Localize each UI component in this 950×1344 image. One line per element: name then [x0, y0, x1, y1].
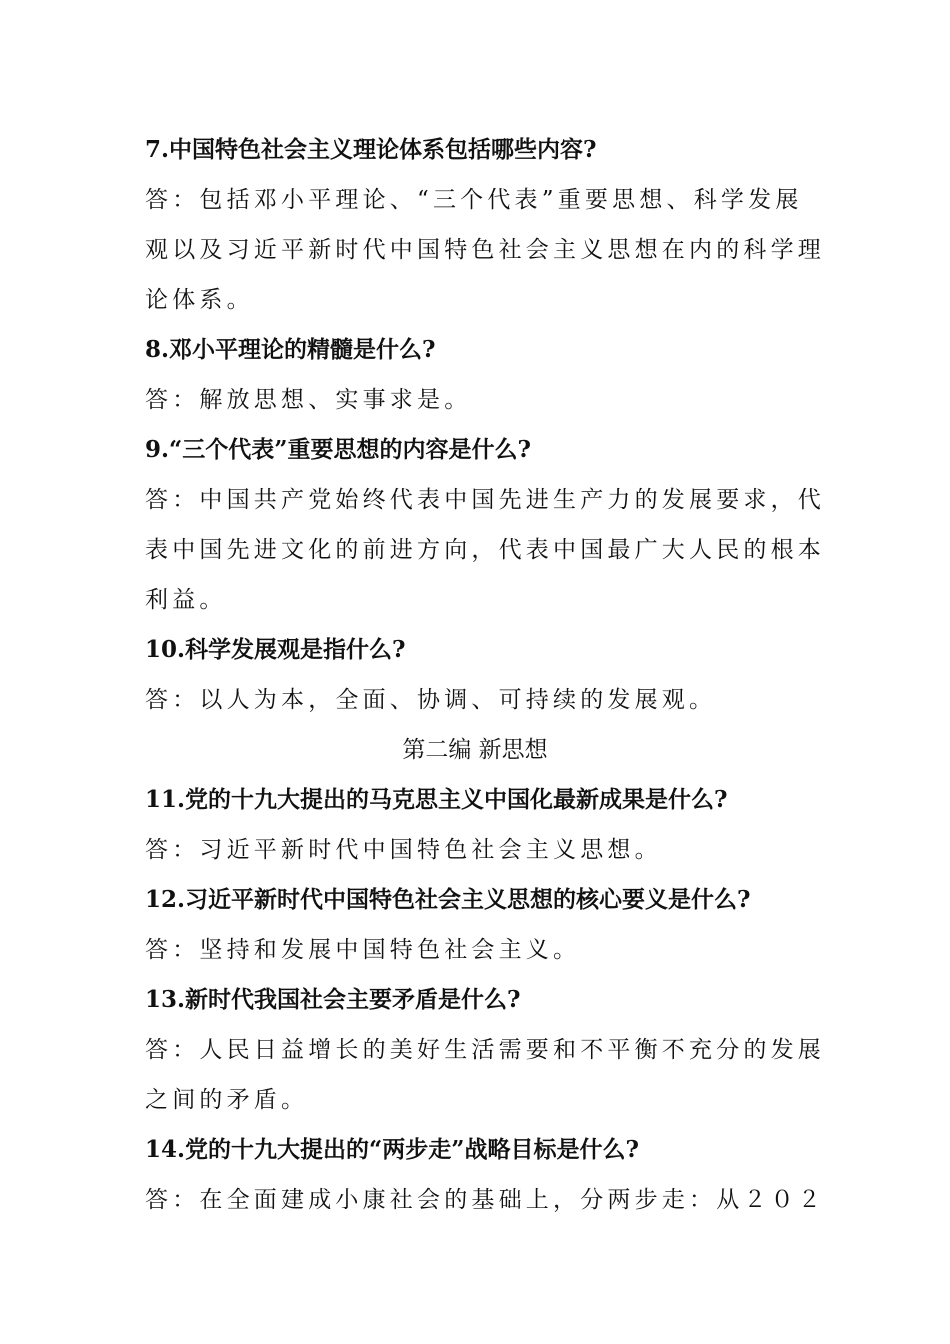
answer-11-line-1: 答：习近平新时代中国特色社会主义思想。 [145, 837, 662, 863]
document-page [145, 125, 825, 1225]
question-11: 11.党的十九大提出的马克思主义中国化最新成果是什么? [145, 786, 728, 813]
question-14: 14.党的十九大提出的“两步走”战略目标是什么? [145, 1136, 639, 1163]
answer-14-line-1: 答：在全面建成小康社会的基础上，分两步走：从２０２ [145, 1187, 825, 1213]
question-9: 9.“三个代表”重要思想的内容是什么? [145, 436, 531, 463]
answer-9-line-3: 利益。 [145, 587, 227, 613]
answer-7-line-1: 答：包括邓小平理论、“三个代表”重要思想、科学发展 [145, 187, 803, 213]
question-13: 13.新时代我国社会主要矛盾是什么? [145, 986, 521, 1013]
question-12: 12.习近平新时代中国特色社会主义思想的核心要义是什么? [145, 886, 751, 913]
question-7: 7.中国特色社会主义理论体系包括哪些内容? [145, 136, 597, 163]
answer-7-line-3: 论体系。 [145, 287, 254, 313]
answer-10-line-1: 答：以人为本，全面、协调、可持续的发展观。 [145, 687, 717, 713]
answer-9-line-2: 表中国先进文化的前进方向，代表中国最广大人民的根本 [145, 537, 825, 563]
answer-8-line-1: 答：解放思想、实事求是。 [145, 387, 472, 413]
answer-9-line-1: 答：中国共产党始终代表中国先进生产力的发展要求，代 [145, 487, 825, 513]
answer-13-line-2: 之间的矛盾。 [145, 1087, 309, 1113]
answer-7-line-2: 观以及习近平新时代中国特色社会主义思想在内的科学理 [145, 237, 825, 263]
answer-12-line-1: 答：坚持和发展中国特色社会主义。 [145, 937, 581, 963]
answer-13-line-1: 答：人民日益增长的美好生活需要和不平衡不充分的发展 [145, 1037, 825, 1063]
question-8: 8.邓小平理论的精髓是什么? [145, 336, 436, 363]
section-heading: 第二编 新思想 [402, 737, 548, 763]
question-10: 10.科学发展观是指什么? [145, 636, 406, 663]
